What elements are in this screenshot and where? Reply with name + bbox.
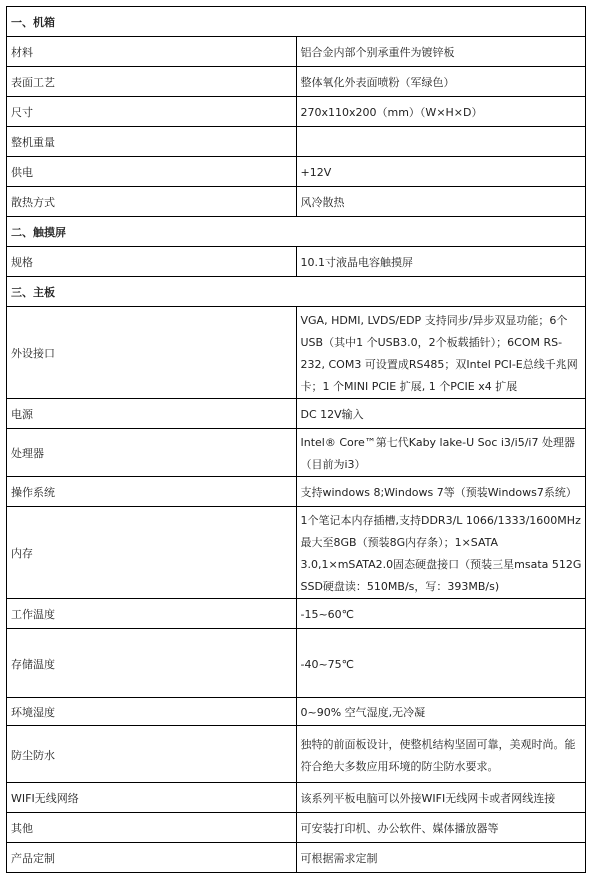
row-value-cooling: 风冷散热	[296, 187, 586, 217]
row-label-dust: 防尘防水	[7, 726, 297, 783]
table-row	[7, 477, 586, 507]
row-label-wifi: WIFI无线网络	[7, 783, 297, 813]
row-label-store-temp: 存储温度	[7, 629, 297, 698]
row-label-custom: 产品定制	[7, 843, 297, 873]
row-value-material: 铝合金内部个别承重件为镀锌板	[296, 37, 586, 67]
row-value-dust: 独特的前面板设计，使整机结构坚固可靠，美观时尚。能符合绝大多数应用环境的防尘防水要求。	[296, 726, 586, 783]
table-row	[7, 157, 586, 187]
section-title-chassis: 一、机箱	[7, 7, 586, 37]
row-label-memory: 内存	[7, 507, 297, 599]
row-value-other: 可安装打印机、办公软件、媒体播放器等	[296, 813, 586, 843]
table-row	[7, 127, 586, 157]
section-title-touch: 二、触摸屏	[7, 217, 586, 247]
row-label-surface: 表面工艺	[7, 67, 297, 97]
table-row	[7, 429, 586, 477]
row-label-spec: 规格	[7, 247, 297, 277]
row-value-work-temp: -15~60℃	[296, 599, 586, 629]
row-label-size: 尺寸	[7, 97, 297, 127]
row-value-weight	[296, 127, 586, 157]
row-value-ports: VGA, HDMI, LVDS/EDP 支持同步/异步双显功能；6个USB（其中1 个USB3.0，2个板载插针）；6COM RS-232, COM3 可设置成RS485；双Intel PCI-E总线千兆网卡；1 个MINI PCIE 扩展, 1 个PCIE x4 扩展	[296, 307, 586, 399]
row-value-spec: 10.1寸液晶电容触摸屏	[296, 247, 586, 277]
row-value-wifi: 该系列平板电脑可以外接WIFI无线网卡或者网线连接	[296, 783, 586, 813]
table-row	[7, 247, 586, 277]
table-row	[7, 599, 586, 629]
row-value-surface: 整体氧化外表面喷粉（军绿色）	[296, 67, 586, 97]
table-row	[7, 97, 586, 127]
row-value-memory: 1个笔记本内存插槽,支持DDR3/L 1066/1333/1600MHz 最大至8GB（预装8G内存条）；1×SATA 3.0,1×mSATA2.0固态硬盘接口（预装三星msata 512G SSD硬盘读：510MB/s，写：393MB/s)	[296, 507, 586, 599]
table-row	[7, 37, 586, 67]
row-value-psu: DC 12V输入	[296, 399, 586, 429]
row-label-material: 材料	[7, 37, 297, 67]
table-row	[7, 629, 586, 698]
row-value-cpu: Intel® Core™第七代Kaby lake-U Soc i3/i5/i7 处理器（目前为i3）	[296, 429, 586, 477]
table-row	[7, 726, 586, 783]
row-label-work-temp: 工作温度	[7, 599, 297, 629]
row-label-power: 供电	[7, 157, 297, 187]
row-value-custom: 可根据需求定制	[296, 843, 586, 873]
table-row	[7, 507, 586, 599]
table-row	[7, 399, 586, 429]
row-value-store-temp: -40~75℃	[296, 629, 586, 698]
row-label-other: 其他	[7, 813, 297, 843]
table-row	[7, 187, 586, 217]
section-row-board	[7, 277, 586, 307]
table-row	[7, 307, 586, 399]
table-row	[7, 67, 586, 97]
row-label-cpu: 处理器	[7, 429, 297, 477]
section-title-board: 三、主板	[7, 277, 586, 307]
table-row	[7, 843, 586, 873]
row-label-weight: 整机重量	[7, 127, 297, 157]
section-row-chassis	[7, 7, 586, 37]
row-value-os: 支持windows 8;Windows 7等（预装Windows7系统）	[296, 477, 586, 507]
row-value-power: +12V	[296, 157, 586, 187]
table-row	[7, 783, 586, 813]
section-row-touch	[7, 217, 586, 247]
row-value-size: 270x110x200（mm）（W×H×D）	[296, 97, 586, 127]
row-label-os: 操作系统	[7, 477, 297, 507]
row-value-humidity: 0~90% 空气湿度,无冷凝	[296, 698, 586, 726]
row-label-psu: 电源	[7, 399, 297, 429]
row-label-cooling: 散热方式	[7, 187, 297, 217]
row-label-humidity: 环境湿度	[7, 698, 297, 726]
row-label-ports: 外设接口	[7, 307, 297, 399]
spec-table	[6, 6, 586, 873]
table-row	[7, 698, 586, 726]
table-row	[7, 813, 586, 843]
